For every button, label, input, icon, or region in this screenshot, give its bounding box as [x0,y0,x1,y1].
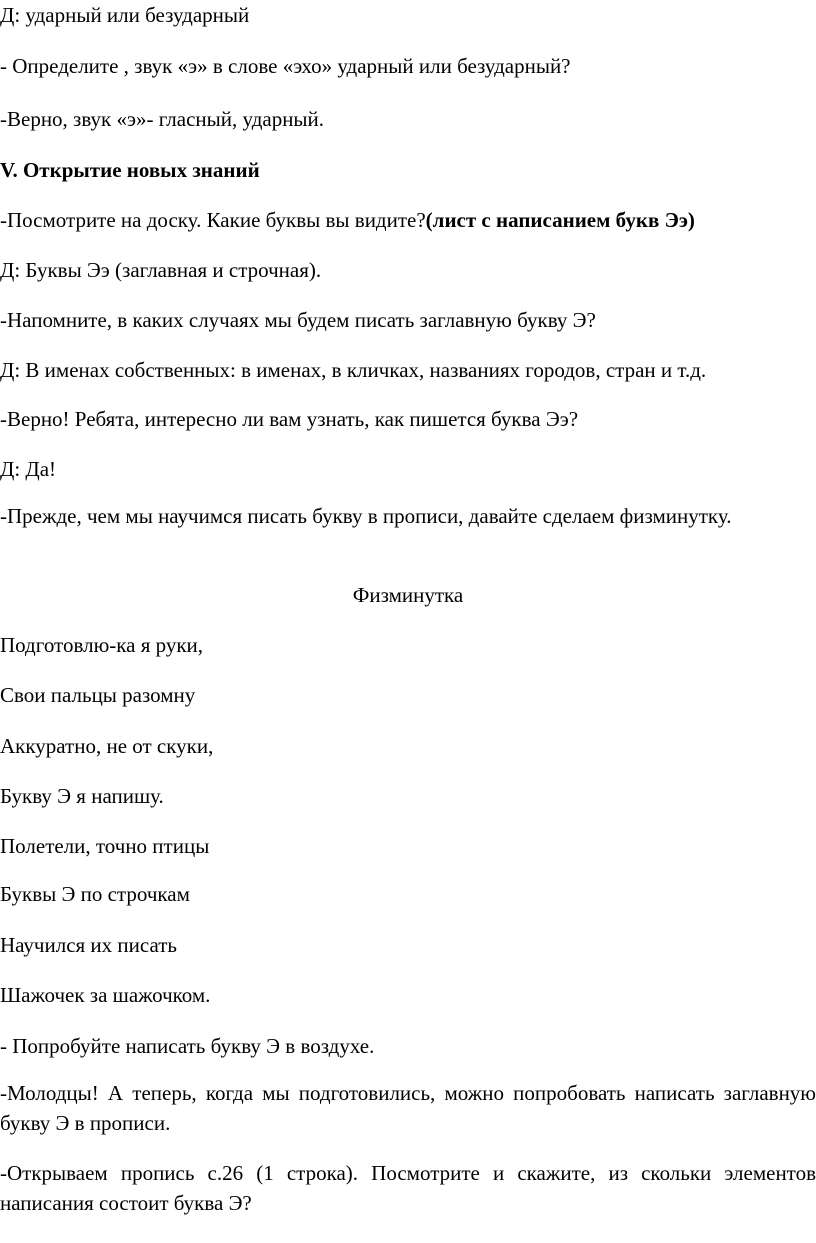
poem-line-7: Научился их писать [0,933,178,957]
open-workbook-paragraph: -Открываем пропись с.26 (1 строка). Посмотрите и скажите, из скольки элементов написания состоит буква Э? [0,1161,816,1215]
question-stress-line: - Определите , звук «э» в слове «эхо» ударный или безударный? [0,54,571,78]
fizminutka-heading: Физминутка [352,583,464,607]
poem-line-2: Свои пальцы разомну [0,683,196,707]
look-at-board-text: -Посмотрите на доску. Какие буквы вы видите? [0,208,426,232]
answer-stress-line: Д: ударный или безударный [0,3,250,27]
confirm-vowel-line: -Верно, звук «э»- гласный, ударный. [0,107,325,131]
poem-line-6: Буквы Э по строчкам [0,882,190,906]
section-heading: V. Открытие новых знаний [0,158,260,182]
board-sheet-note: (лист с написанием букв [425,208,665,232]
poem-line-3: Аккуратно, не от скуки, [0,734,214,758]
answer-yes-line: Д: Да! [0,457,57,481]
proper-names-answer-line: Д: В именах собственных: в именах, в кличках, названиях городов, стран и т.д. [0,358,707,382]
look-at-board-line [0,205,816,235]
board-sheet-note-tail: Ээ) [664,208,695,232]
poem-line-8: Шажочек за шажочком. [0,983,211,1007]
capital-letter-question-line: -Напомните, в каких случаях мы будем писать заглавную букву Э? [0,308,596,332]
before-writing-paragraph: -Прежде, чем мы научимся писать букву в прописи, давайте сделаем физминутку. [0,504,732,528]
interest-question-line: -Верно! Ребята, интересно ли вам узнать, как пишется буква Ээ? [0,407,579,431]
poem-line-1: Подготовлю-ка я руки, [0,633,204,657]
write-capital-paragraph: -Молодцы! А теперь, когда мы подготовились, можно попробовать написать заглавную букву Э в прописи. [0,1081,816,1135]
answer-letters-line: Д: Буквы Ээ (заглавная и строчная). [0,258,322,282]
poem-line-5: Полетели, точно птицы [0,834,210,858]
write-in-air-line: - Попробуйте написать букву Э в воздухе. [0,1034,375,1058]
poem-line-4: Букву Э я напишу. [0,784,164,808]
